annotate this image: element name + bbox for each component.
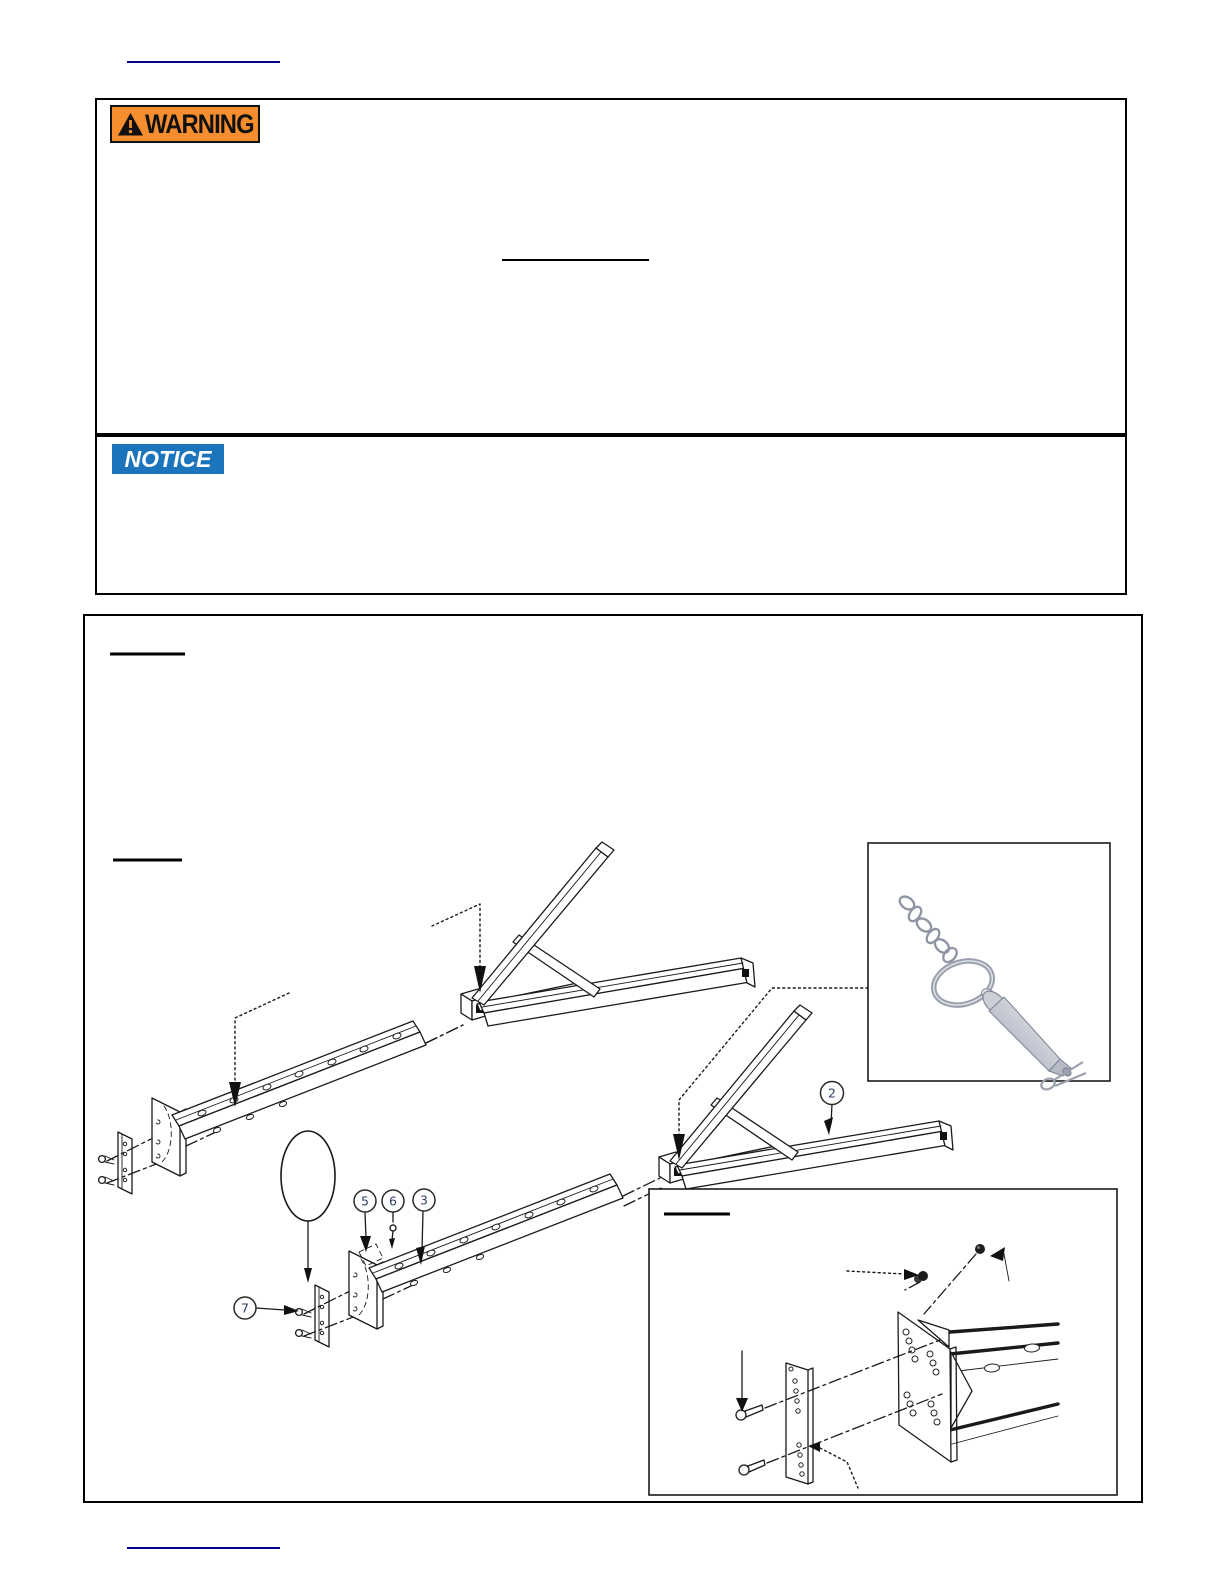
bottom-link[interactable] (127, 1547, 280, 1549)
pole-beam-lower (296, 1174, 660, 1347)
a-frame-upper (426, 842, 755, 1043)
assembly-diagram (85, 616, 1141, 1501)
assembly-diagram-box (83, 614, 1143, 1503)
warning-label-text: WARNING (145, 108, 254, 139)
notice-box (95, 435, 1127, 595)
callout-6 (382, 1190, 404, 1249)
ellipse-callout (281, 1131, 335, 1283)
callout-5 (354, 1190, 376, 1252)
top-link[interactable] (127, 61, 280, 63)
hitch-pin-inset (868, 843, 1110, 1091)
warning-text-underline (502, 259, 649, 261)
svg-text:5: 5 (361, 1193, 369, 1209)
callout-2 (821, 1082, 844, 1136)
notice-label (112, 444, 224, 474)
svg-text:7: 7 (241, 1300, 249, 1316)
warning-label (110, 105, 260, 143)
notice-label-text: NOTICE (124, 445, 212, 472)
svg-text:6: 6 (389, 1193, 397, 1209)
pole-beam-upper (99, 993, 463, 1194)
callout-7 (234, 1297, 299, 1319)
svg-text:2: 2 (828, 1085, 836, 1101)
warning-box (95, 98, 1127, 435)
mount-plate-detail-inset (649, 1189, 1117, 1495)
svg-text:3: 3 (420, 1192, 428, 1208)
warning-triangle-icon (117, 112, 144, 137)
